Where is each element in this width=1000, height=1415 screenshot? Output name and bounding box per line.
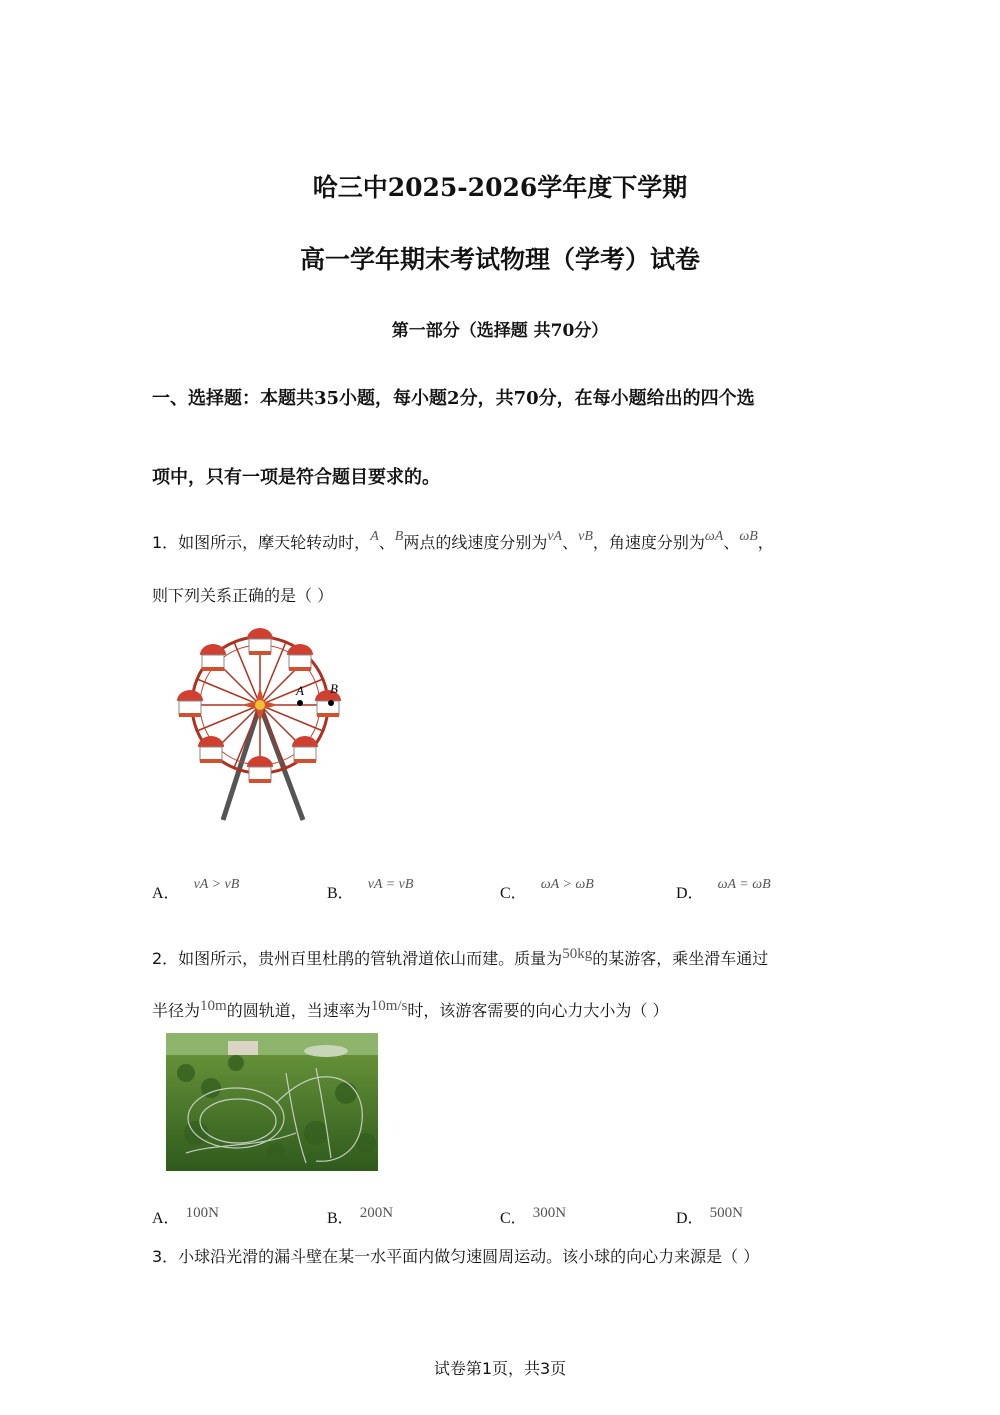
point-a-label: A <box>296 683 304 698</box>
question-1-line2: 则下列关系正确的是（ ） <box>152 586 334 605</box>
q1-option-d[interactable]: D．ωA = ωB <box>676 877 771 902</box>
mass-value: 50kg <box>562 946 593 962</box>
q2-option-a[interactable]: A． 100N <box>152 1205 219 1227</box>
exam-title-line2: 高一学年期末考试物理（学考）试卷 <box>299 245 700 274</box>
page-footer: 试卷第1页，共3页 <box>433 1359 567 1378</box>
mountain-slide-photo <box>166 1033 378 1171</box>
section-heading-line2: 项中，只有一项是符合题目要求的。 <box>152 467 440 488</box>
part-heading: 第一部分（选择题 共70分） <box>391 321 609 341</box>
q1-option-c[interactable]: C．ωA > ωB <box>500 877 594 902</box>
point-b-dot <box>328 700 334 706</box>
section-heading-line1: 一、选择题：本题共35小题，每小题2分，共70分，在每小题给出的四个选 <box>152 388 755 409</box>
wa-symbol: ωA <box>704 529 724 544</box>
point-b-symbol: B <box>394 529 404 544</box>
va-symbol: vA <box>547 529 563 544</box>
exam-title-line1: 哈三中2025-2026学年度下学期 <box>312 173 688 202</box>
q2-option-c[interactable]: C． 300N <box>500 1205 567 1227</box>
q2-option-d[interactable]: D． 500N <box>676 1205 743 1227</box>
wb-symbol: ωB <box>739 529 758 544</box>
point-a-symbol: A <box>370 529 379 544</box>
q2-option-b[interactable]: B． 200N <box>327 1205 394 1227</box>
ferris-wheel-figure <box>168 625 348 825</box>
speed-value: 10m/s <box>370 998 408 1014</box>
point-b-label: B <box>330 681 338 696</box>
point-a-dot <box>297 700 303 706</box>
question-3: 3．小球沿光滑的漏斗壁在某一水平面内做匀速圆周运动。该小球的向心力来源是（ ） <box>152 1247 760 1266</box>
q1-option-a[interactable]: A．vA > vB <box>152 877 240 902</box>
question-2-line2: 半径为10m的圆轨道，当速率为10m/s时，该游客需要的向心力大小为（ ） <box>152 998 669 1020</box>
vb-symbol: vB <box>578 529 593 544</box>
question-2-line1: 2．如图所示，贵州百里杜鹃的管轨滑道依山而建。质量为50kg的某游客，乘坐滑车通过 <box>152 946 769 968</box>
question-1-line1: 1．如图所示，摩天轮转动时，A、B两点的线速度分别为vA、vB，角速度分别为ωA、ωB， <box>152 529 774 552</box>
radius-value: 10m <box>200 998 227 1014</box>
q1-option-b[interactable]: B．vA = vB <box>327 877 414 902</box>
